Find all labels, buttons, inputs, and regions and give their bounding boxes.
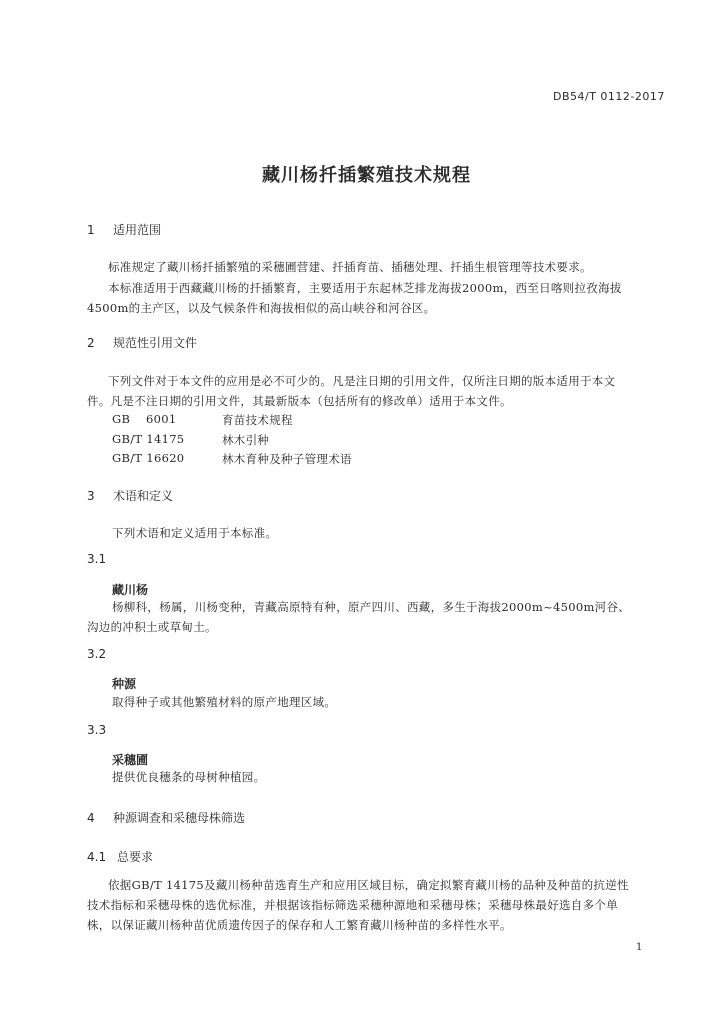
section-number: 3 — [87, 489, 95, 503]
term-title: 采穗圃 — [112, 753, 149, 767]
subsection-number: 4.1 — [87, 850, 107, 864]
section-number: 4 — [87, 811, 95, 825]
reference-code: GB 6001 — [112, 412, 177, 426]
section-title: 规范性引用文件 — [113, 336, 198, 350]
paragraph-scope-2-line2: 4500m的主产区，以及气候条件和海拔相似的高山峡谷和河谷区。 — [87, 301, 436, 315]
section-title: 术语和定义 — [113, 489, 174, 503]
reference-title: 育苗技术规程 — [222, 413, 293, 427]
section-heading-3 — [87, 487, 173, 504]
term-definition-line1: 杨柳科，杨属，川杨变种，青藏高原特有种，原产四川、西藏，多生于海拔2000m~4500m河谷、 — [112, 600, 631, 614]
reference-row — [112, 451, 412, 471]
section-heading-4 — [87, 809, 245, 826]
term-title: 种源 — [112, 677, 137, 691]
section-title: 种源调查和采穗母株筛选 — [113, 811, 246, 825]
paragraph-refs-line1: 下列文件对于本文件的应用是必不可少的。凡是注日期的引用文件，仅所注日期的版本适用于本文 — [108, 374, 616, 388]
paragraph-requirements-line3: 株，以保证藏川杨种苗优质遗传因子的保存和人工繁育藏川杨种苗的多样性水平。 — [87, 918, 512, 932]
page-title: 藏川杨扦插繁殖技术规程 — [262, 165, 471, 186]
term-definition-line2: 沟边的冲积土或草甸土。 — [87, 620, 217, 634]
page-number: 1 — [636, 942, 643, 953]
term-number-3-2: 3.2 — [87, 647, 107, 661]
subsection-title: 总要求 — [117, 850, 154, 864]
reference-code: GB/T 14175 — [112, 432, 185, 446]
section-heading-1 — [87, 221, 161, 238]
section-heading-2 — [87, 334, 197, 351]
term-definition: 取得种子或其他繁殖材料的原产地理区域。 — [112, 695, 337, 709]
paragraph-refs-line2: 件。凡是不注日期的引用文件，其最新版本（包括所有的修改单）适用于本文件。 — [87, 394, 512, 408]
term-number-3-1: 3.1 — [87, 552, 107, 566]
reference-row — [112, 432, 412, 452]
section-title: 适用范围 — [113, 223, 162, 237]
reference-row — [112, 412, 412, 432]
term-title: 藏川杨 — [112, 583, 149, 597]
term-number-3-3: 3.3 — [87, 723, 107, 737]
reference-title: 林木育种及种子管理术语 — [222, 452, 352, 466]
paragraph-scope-1: 标准规定了藏川杨扦插繁殖的采穗圃营建、扦插育苗、插穗处理、扦插生根管理等技术要求。 — [108, 260, 592, 274]
paragraph-requirements-line1: 依据GB/T 14175及藏川杨种苗选育生产和应用区域目标，确定拟繁育藏川杨的品种及种苗的抗逆性 — [108, 878, 629, 892]
reference-title: 林木引种 — [222, 433, 270, 447]
paragraph-scope-2-line1: 本标准适用于西藏藏川杨的扦插繁育，主要适用于东起林芝排龙海拔2000m，西至日喀则拉孜海拔 — [108, 281, 622, 295]
paragraph-terms-intro: 下列术语和定义适用于本标准。 — [112, 526, 278, 540]
document-number: DB54/T 0112-2017 — [553, 90, 665, 103]
term-definition: 提供优良穗条的母树种植园。 — [112, 770, 266, 784]
paragraph-requirements-line2: 技术指标和采穗母株的选优标准，并根据该指标筛选采穗种源地和采穗母株；采穗母株最好选自多个单 — [87, 898, 618, 912]
reference-code: GB/T 16620 — [112, 451, 185, 465]
section-number: 2 — [87, 336, 95, 350]
subsection-heading-4-1 — [87, 848, 153, 865]
section-number: 1 — [87, 223, 95, 237]
